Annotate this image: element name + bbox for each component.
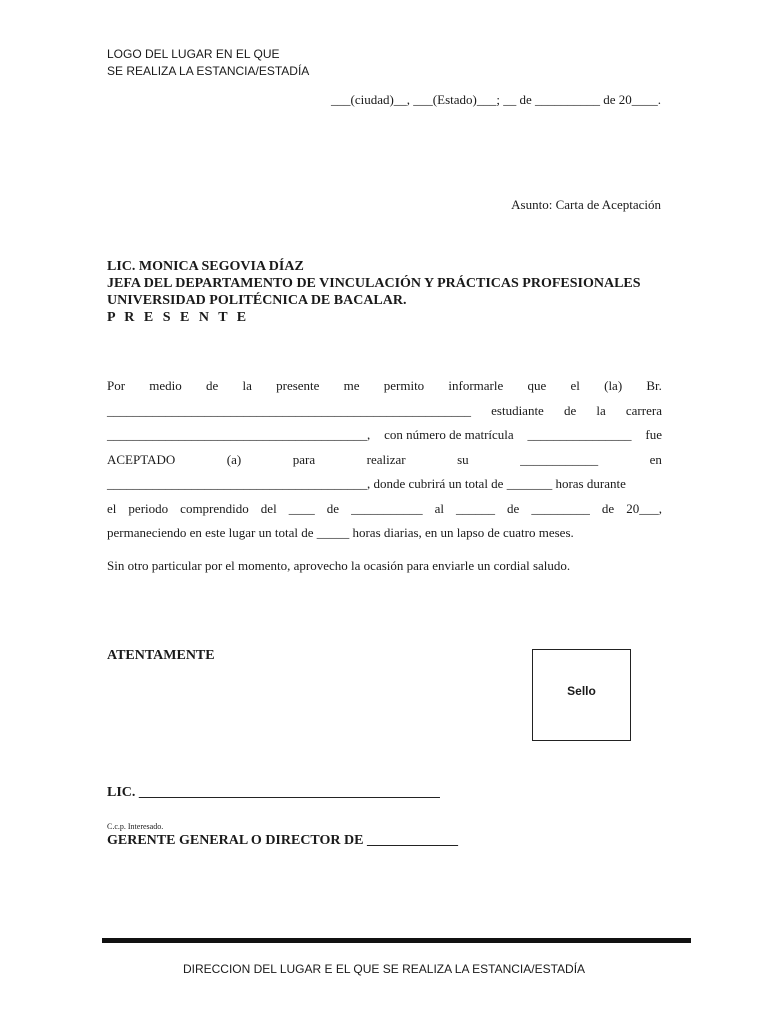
body-word: estudiante [491,402,544,418]
body-word: ________________________________________, [107,427,371,442]
body-word: de [563,402,577,418]
body-word: 20___, [626,500,662,516]
signature-line-2: GERENTE GENERAL O DIRECTOR DE _____________ [107,833,458,848]
body-line-6 [107,497,662,522]
body-word: medio [149,378,182,393]
body-word: Br. [646,378,662,393]
body-word: la [596,402,606,418]
body-word: al [434,500,444,516]
body-word: su [457,451,469,467]
recipient-greeting: P R E S E N T E [107,310,250,325]
body-word: ________________________________________, donde cubrirá un total de _______ horas durante [107,476,626,491]
closing-paragraph: Sin otro particular por el momento, aprovecho la ocasión para enviarle un cordial saludo. [107,558,571,573]
body-word: del [260,500,277,516]
body-word: carrera [625,402,662,418]
body-word: que [527,378,547,393]
body-word: el [107,500,117,516]
footer-divider [102,938,691,943]
recipient-block [107,258,641,326]
footer-address: DIRECCION DEL LUGAR E EL QUE SE REALIZA LA ESTANCIA/ESTADÍA [182,962,586,976]
recipient-institution: UNIVERSIDAD POLITÉCNICA DE BACALAR. [107,293,407,308]
body-line-2 [107,399,662,424]
body-word: de [507,500,520,516]
body-line-1 [107,374,662,399]
body-line-5 [107,472,662,497]
body-word: comprendido [180,500,249,516]
body-word: (a) [226,451,242,467]
body-word: ACEPTADO [107,451,176,467]
body-word: con número de matrícula [384,427,514,442]
body-word: de [326,500,340,516]
body-word: en [649,451,662,467]
body-word: ____ [288,500,315,516]
seal-label: Sello [567,684,596,698]
signature-line-1: LIC. ___________________________________________ [107,785,440,800]
body-word: Por [107,378,126,393]
seal-box [532,649,631,741]
body-word: (la) [604,378,623,393]
carbon-copy-note: C.c.p. Interesado. [107,822,164,831]
body-line-7: permaneciendo en este lugar un total de _____ horas diarias, en un lapso de cuatro meses. [107,525,574,540]
letter-body [107,374,662,546]
body-word: ___________ [351,500,423,516]
body-word: periodo [128,500,169,516]
body-word: presente [276,378,320,393]
body-word: fue [645,427,662,442]
body-word: de [601,500,615,516]
body-word: ______ [456,500,496,516]
logo-line-1: LOGO DEL LUGAR EN EL QUE [107,47,280,61]
body-line-3 [107,423,662,448]
body-word: la [242,378,252,393]
recipient-name: LIC. MONICA SEGOVIA DÍAZ [107,259,304,274]
date-line: ___(ciudad)__, ___(Estado)___; __ de __________ de 20____. [330,92,661,107]
valediction: ATENTAMENTE [107,648,215,663]
logo-line-2: SE REALIZA LA ESTANCIA/ESTADÍA [107,64,310,78]
body-word: para [292,451,316,467]
recipient-title: JEFA DEL DEPARTAMENTO DE VINCULACIÓN Y PRÁCTICAS PROFESIONALES [107,276,641,291]
body-word: ________________ [527,427,632,442]
body-line-4 [107,448,662,473]
body-word: de [206,378,219,393]
body-word: informarle [448,378,504,393]
body-word: el [570,378,580,393]
body-word: realizar [366,451,406,467]
signature-block [107,753,458,865]
body-word: permito [383,378,425,393]
body-word: ____________ [520,451,599,467]
logo-placeholder [107,46,309,80]
body-word: _________ [531,500,590,516]
body-word: me [343,378,360,393]
body-word: ________________________________________________________ [107,402,471,418]
subject-line: Asunto: Carta de Aceptación [511,197,661,212]
